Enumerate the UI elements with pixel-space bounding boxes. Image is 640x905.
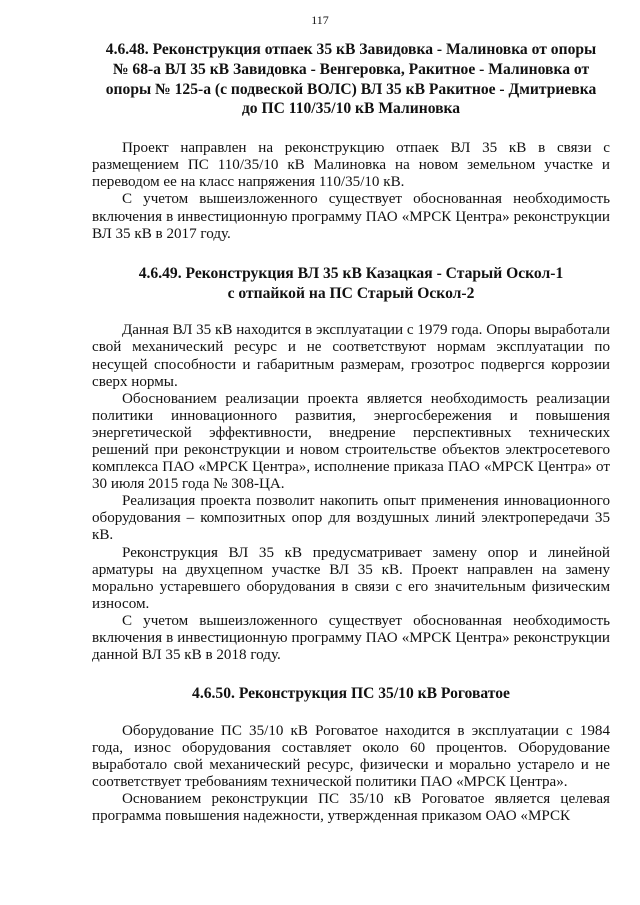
page-number: 117 [311, 13, 329, 27]
paragraph: Данная ВЛ 35 кВ находится в эксплуатации с 1979 года. Опоры выработали свой механический ресурс и не соответствуют нормам эксплуатации по несущей способности и габаритным размерам, грозотрос подвергся коррозии сверх нормы. [92, 322, 610, 390]
paragraph: С учетом вышеизложенного существует обоснованная необходимость включения в инвестиционную программу ПАО «МРСК Центра» реконструкции данной ВЛ 35 кВ в 2018 году. [92, 612, 610, 664]
paragraph: Оборудование ПС 35/10 кВ Роговатое находится в эксплуатации с 1984 года, износ оборудования составляет около 60 процентов. Оборудование выработало свой механический ресурс, физически и морально устарело и не соответствует требованиям технической политики ПАО «МРСК Центра». [92, 723, 610, 791]
section-title-4-6-50 [92, 684, 610, 704]
section-title-line: с отпайкой на ПС Старый Оскол-2 [227, 284, 475, 302]
paragraph: Реконструкция ВЛ 35 кВ предусматривает замену опор и линейной арматуры на двухцепном участке ВЛ 35 кВ. Проект направлен на замену морально устаревшего оборудования в связи с его значительным физическим износом. [92, 544, 610, 612]
section-title-line: 4.6.50. Реконструкция ПС 35/10 кВ Роговатое [192, 685, 510, 703]
section-title-line: 4.6.49. Реконструкция ВЛ 35 кВ Казацкая - Старый Оскол-1 [138, 264, 564, 282]
paragraph: Обоснованием реализации проекта является необходимость реализации политики инновационного развития, энергосбережения и повышения энергетической эффективности, внедрение перспективных технических решений при реконструкции и новом строительстве объектов электросетевого комплекса ПАО «МРСК Центра», исполнение приказа ПАО «МРСК Центра» от 30 июля 2015 года № 308-ЦА. [92, 390, 610, 493]
section-title-4-6-49 [92, 264, 610, 304]
paragraph: Реализация проекта позволит накопить опыт применения инновационного оборудования – композитных опор для воздушных линий электропередачи 35 кВ. [92, 493, 610, 544]
section-title-4-6-48 [92, 40, 610, 119]
section-title-line: до ПС 110/35/10 кВ Малиновка [241, 100, 461, 118]
section-title-line: опоры № 125-а (с подвеской ВОЛС) ВЛ 35 кВ Ракитное - Дмитриевка [105, 80, 597, 98]
section-title-line: 4.6.48. Реконструкция отпаек 35 кВ Завидовка - Малиновка от опоры [105, 41, 597, 58]
paragraph: С учетом вышеизложенного существует обоснованная необходимость включения в инвестиционную программу ПАО «МРСК Центра» реконструкции ВЛ 35 кВ в 2017 году. [92, 191, 610, 242]
paragraph: Основанием реконструкции ПС 35/10 кВ Роговатое является целевая программа повышения надежности, утвержденная приказом ОАО «МРСК [92, 791, 610, 825]
paragraph: Проект направлен на реконструкцию отпаек ВЛ 35 кВ в связи с размещением ПС 110/35/10 кВ Малиновка на новом земельном участке и переводом ее на класс напряжения 110/35/10 кВ. [92, 140, 610, 191]
document-body [92, 40, 610, 826]
section-title-line: № 68-а ВЛ 35 кВ Завидовка - Венгеровка, Ракитное - Малиновка от [112, 60, 590, 78]
